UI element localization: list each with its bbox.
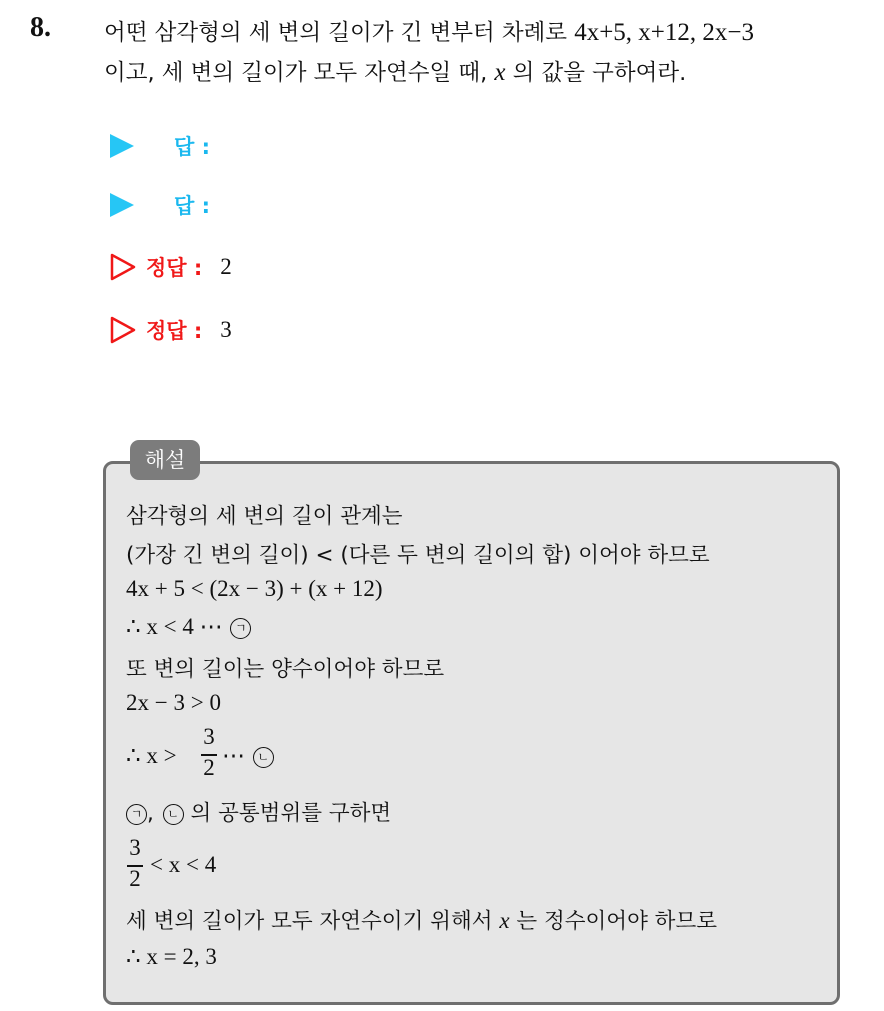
correct-answer-label: 정답 : [146,256,203,280]
correct-answer-value: 3 [220,317,232,342]
solution-positive-text: 2x − 3 > 0 [126,690,221,715]
answer-label: 답 : [174,194,210,218]
solution-line-10 [126,904,717,935]
correct-answer-row-1 [110,252,232,282]
solution-final-answer [126,944,217,970]
circled-marker-1: ㄱ [126,804,147,825]
question-line-2 [104,55,686,87]
solution-range-text: < x < 4 [150,852,217,877]
fraction-denominator: 2 [203,755,215,780]
fraction-three-halves [200,725,218,783]
solution-common-range-text: 의 공통범위를 구하면 [190,801,392,826]
solution-inequality [126,576,383,602]
solution-result-2-suffix [222,743,274,769]
solution-comma: , [147,801,154,826]
answer-blank-row-2 [110,190,210,220]
fraction-denominator: 2 [129,866,141,891]
solution-line-10a: 세 변의 길이가 모두 자연수이기 위해서 [126,909,493,934]
solution-line-2: (가장 긴 변의 길이) < (다른 두 변의 길이의 합) 이어야 하므로 [126,543,710,568]
solution-line-1: 삼각형의 세 변의 길이 관계는 [126,504,403,529]
solution-inequality-text: 4x + 5 < (2x − 3) + (x + 12) [126,576,383,601]
question-variable: x [494,59,506,86]
solution-line-10b: 는 정수이어야 하므로 [516,909,717,934]
correct-answer-value: 2 [220,254,232,279]
question-text-2a: 이고, 세 변의 길이가 모두 자연수일 때, [104,60,488,86]
solution-line-5: 또 변의 길이는 양수이어야 하므로 [126,657,445,682]
outline-triangle-icon [110,316,136,344]
solution-result-2-prefix [126,743,177,769]
solution-result-1 [126,614,251,640]
solution-tag: 해설 [130,440,200,480]
solution-variable: x [499,908,510,933]
solution-range [150,852,216,878]
circled-marker-2: ㄴ [163,804,184,825]
circled-marker-2: ㄴ [253,747,274,768]
play-triangle-icon [110,193,134,217]
play-triangle-icon [110,134,134,158]
answer-label: 답 : [174,135,210,159]
question-number: 8. [30,12,51,43]
answer-blank-row-1 [110,131,210,161]
solution-result-1-text: ∴ x < 4 ⋯ [126,614,223,639]
solution-result-2-text: ∴ x > [126,743,177,768]
circled-marker-1: ㄱ [230,618,251,639]
outline-triangle-icon [110,253,136,281]
question-text-2b: 의 값을 구하여라. [512,60,687,86]
fraction-numerator: 3 [129,835,141,860]
solution-result-2-ellipsis: ⋯ [222,743,245,768]
solution-final-text: ∴ x = 2, 3 [126,944,217,969]
correct-answer-row-2 [110,315,232,345]
question-text-1: 어떤 삼각형의 세 변의 길이가 긴 변부터 차례로 [104,20,568,46]
correct-answer-label: 정답 : [146,319,203,343]
fraction-three-halves [126,836,144,894]
question-expressions: 4x+5, x+12, 2x−3 [574,19,754,46]
fraction-numerator: 3 [203,724,215,749]
solution-common-range-line [126,796,391,827]
question-line-1 [104,15,754,47]
solution-positive-condition [126,690,221,716]
